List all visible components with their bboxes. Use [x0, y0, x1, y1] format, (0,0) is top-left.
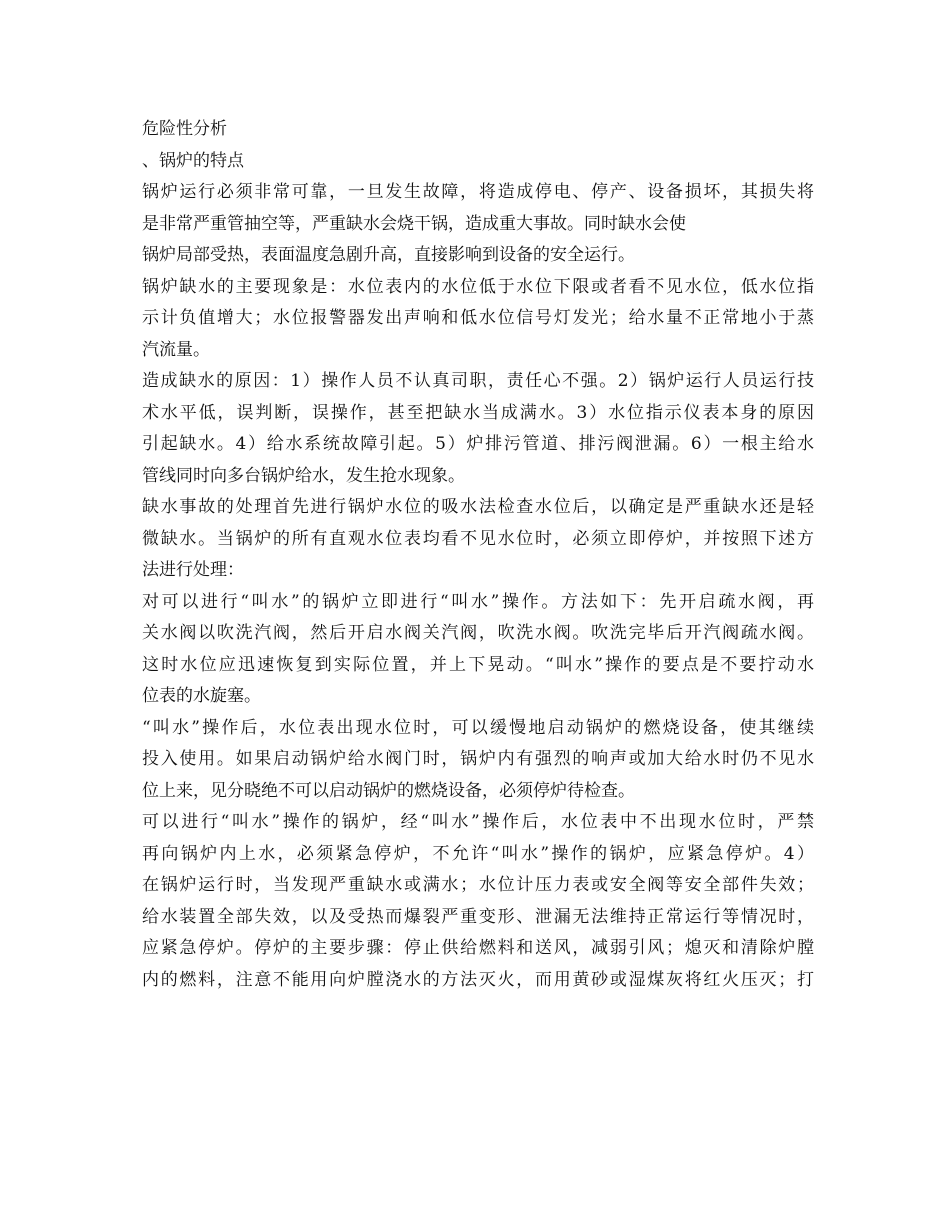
text-line: 术水平低，误判断，误操作，甚至把缺水当成满水。3）水位指示仪表本身的原因 — [142, 402, 814, 423]
text-line: 对可以进行“叫水”的锅炉立即进行“叫水”操作。方法如下：先开启疏水阀，再 — [142, 591, 814, 612]
text-line: 位表的水旋塞。 — [142, 686, 261, 706]
text-line: 锅炉运行必须非常可靠，一旦发生故障，将造成停电、停产、设备损坏，其损失将 — [142, 182, 814, 202]
paragraph-2 — [142, 240, 814, 272]
paragraph-7 — [142, 713, 814, 808]
text-line: 缺水事故的处理首先进行锅炉水位的吸水法检查水位后，以确定是严重缺水还是轻 — [142, 497, 814, 517]
document-body — [142, 114, 814, 996]
text-line: 应紧急停炉。停炉的主要步骤：停止供给燃料和送风，减弱引风；熄灭和清除炉膛 — [142, 938, 814, 958]
text-line: 再向锅炉内上水，必须紧急停炉，不允许“叫水”操作的锅炉，应紧急停炉。4） — [142, 843, 814, 864]
text-line: 法进行处理： — [142, 560, 244, 580]
text-line: 引起缺水。4）给水系统故障引起。5）炉排污管道、排污阀泄漏。6）一根主给水 — [142, 434, 814, 454]
text-line: 可以进行“叫水”操作的锅炉，经“叫水”操作后，水位表中不出现水位时，严禁 — [142, 812, 814, 832]
text-line: 关水阀以吹洗汽阀，然后开启水阀关汽阀，吹洗水阀。吹洗完毕后开汽阀疏水阀。 — [142, 623, 814, 643]
text-line: “叫水”操作后，水位表出现水位时，可以缓慢地启动锅炉的燃烧设备，使其继续 — [142, 717, 814, 738]
text-line: 汽流量。 — [142, 339, 210, 360]
paragraph-1 — [142, 177, 814, 240]
text-line: 在锅炉运行时，当发现严重缺水或满水；水位计压力表或安全阀等安全部件失效； — [142, 875, 814, 895]
text-line: 锅炉局部受热，表面温度急剧升高，直接影响到设备的安全运行。 — [142, 245, 635, 265]
text-line: 锅炉缺水的主要现象是：水位表内的水位低于水位下限或者看不见水位，低水位指 — [142, 276, 814, 297]
text-line: 内的燃料，注意不能用向炉膛浇水的方法灭火，而用黄砂或湿煤灰将红火压灭；打 — [142, 969, 814, 990]
text-line: 是非常严重管抽空等，严重缺水会烧干锅，造成重大事故。同时缺水会使 — [142, 213, 686, 234]
section-heading: 、锅炉的特点 — [142, 150, 244, 171]
text-line: 给水装置全部失效，以及受热而爆裂严重变形、泄漏无法维持正常运行等情况时， — [142, 906, 814, 927]
text-line: 这时水位应迅速恢复到实际位置，并上下晃动。“叫水”操作的要点是不要拧动水 — [142, 654, 814, 675]
text-line: 示计负值增大；水位报警器发出声响和低水位信号灯发光；给水量不正常地小于蒸 — [142, 308, 814, 328]
paragraph-3 — [142, 272, 814, 367]
text-line: 管线同时向多台锅炉给水，发生抢水现象。 — [142, 465, 465, 486]
paragraph-5 — [142, 492, 814, 587]
document-title: 危险性分析 — [142, 119, 227, 139]
text-line: 位上来，见分晓绝不可以启动锅炉的燃烧设备，必须停炉待检查。 — [142, 780, 635, 801]
paragraph-6 — [142, 587, 814, 713]
text-line: 造成缺水的原因：1）操作人员不认真司职，责任心不强。2）锅炉运行人员运行技 — [142, 371, 814, 391]
text-line: 投入使用。如果启动锅炉给水阀门时，锅炉内有强烈的响声或加大给水时仍不见水 — [142, 749, 814, 769]
paragraph-8 — [142, 807, 814, 996]
paragraph-4 — [142, 366, 814, 492]
text-line: 微缺水。当锅炉的所有直观水位表均看不见水位时，必须立即停炉，并按照下述方 — [142, 528, 814, 549]
